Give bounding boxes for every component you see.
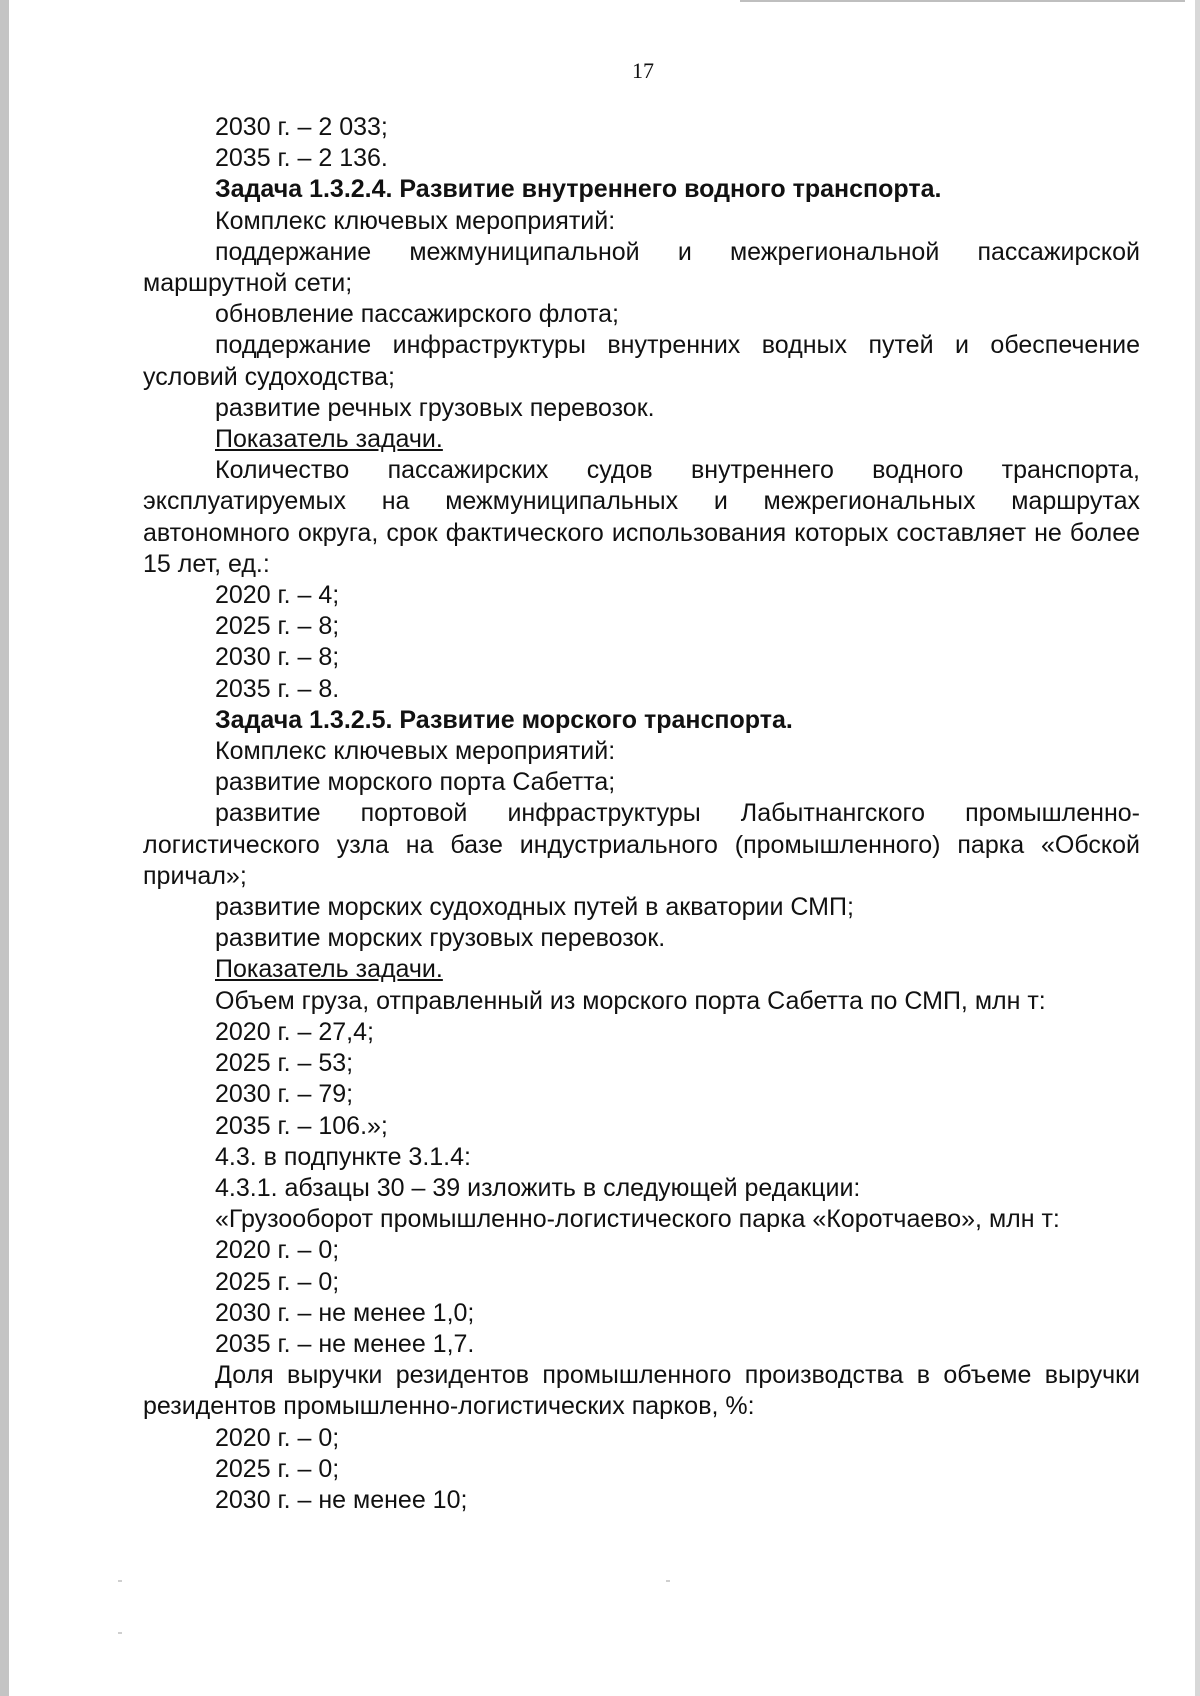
paragraph: 2030 г. – не менее 1,0; (215, 1298, 475, 1327)
paragraph: развитие речных грузовых перевозок. (215, 393, 655, 422)
paragraph: 2035 г. – 2 136. (215, 144, 388, 173)
scan-speck (118, 1632, 122, 1634)
paragraph: 2035 г. – не менее 1,7. (215, 1329, 475, 1358)
paragraph: 2020 г. – 4; (215, 581, 340, 610)
paragraph: Комплекс ключевых мероприятий: (215, 206, 616, 235)
indicator-heading-text: Показатель задачи. (215, 425, 443, 454)
paragraph: 2025 г. – 0; (215, 1454, 340, 1483)
scan-right-edge (1195, 0, 1200, 1696)
paragraph: Объем груза, отправленный из морского порта Сабетта по СМП, млн т: (215, 986, 1046, 1015)
paragraph: развитие морского порта Сабетта; (215, 768, 616, 797)
paragraph: 4.3.1. абзацы 30 – 39 изложить в следующей редакции: (215, 1173, 861, 1202)
paragraph: «Грузооборот промышленно-логистического парка «Коротчаево», млн т: (215, 1205, 1060, 1234)
indicator-heading (143, 954, 1140, 985)
paragraph: 2020 г. – 0; (215, 1423, 340, 1452)
scan-left-edge (0, 0, 9, 1696)
paragraph: 2030 г. – 2 033; (215, 113, 388, 141)
paragraph: развитие морских судоходных путей в акватории СМП; (215, 893, 854, 922)
paragraph: обновление пассажирского флота; (215, 300, 619, 329)
paragraph: 2030 г. – 79; (215, 1080, 354, 1109)
paragraph: 2035 г. – 8. (215, 674, 340, 703)
indicator-heading (143, 424, 1140, 455)
paragraph: поддержание инфраструктуры внутренних водных путей и обеспечение условий судоходства; (143, 331, 1140, 391)
paragraph: поддержание межмуниципальной и межрегиональной пассажирской маршрутной сети; (143, 237, 1140, 298)
scan-speck (666, 1580, 670, 1582)
page-number: 17 (632, 58, 654, 83)
paragraph: 2025 г. – 53; (215, 1049, 354, 1078)
paragraph: 2020 г. – 27,4; (215, 1017, 374, 1046)
paragraph: развитие портовой инфраструктуры Лабытнангского промышленно-логистического узла на базе индустриального (промышленного) парка «Обской причал»; (143, 799, 1140, 890)
document-body (143, 112, 1140, 1516)
task-heading: Задача 1.3.2.4. Развитие внутреннего водного транспорта. (215, 175, 942, 204)
task-heading: Задача 1.3.2.5. Развитие морского транспорта. (215, 705, 793, 734)
paragraph: Количество пассажирских судов внутреннего водного транспорта, эксплуатируемых на межмуниципальных и межрегиональных маршрутах автономного округа, срок фактического использования которых составляет не более 15 лет, ед.: (143, 456, 1140, 578)
paragraph: 2020 г. – 0; (215, 1236, 340, 1265)
paragraph: 2025 г. – 0; (215, 1267, 340, 1296)
paragraph: 4.3. в подпункте 3.1.4: (215, 1142, 471, 1171)
paragraph: Комплекс ключевых мероприятий: (215, 737, 616, 766)
scan-speck (118, 1580, 122, 1582)
paragraph: 2035 г. – 106.»; (215, 1111, 388, 1140)
indicator-heading-text: Показатель задачи. (215, 955, 443, 984)
paragraph: 2030 г. – 8; (215, 643, 340, 672)
scan-top-rule (740, 0, 1185, 2)
paragraph: 2030 г. – не менее 10; (215, 1485, 468, 1514)
paragraph: Доля выручки резидентов промышленного производства в объеме выручки резидентов промышленно-логистических парков, %: (143, 1361, 1140, 1421)
paragraph: 2025 г. – 8; (215, 612, 340, 641)
paragraph: развитие морских грузовых перевозок. (215, 924, 666, 953)
